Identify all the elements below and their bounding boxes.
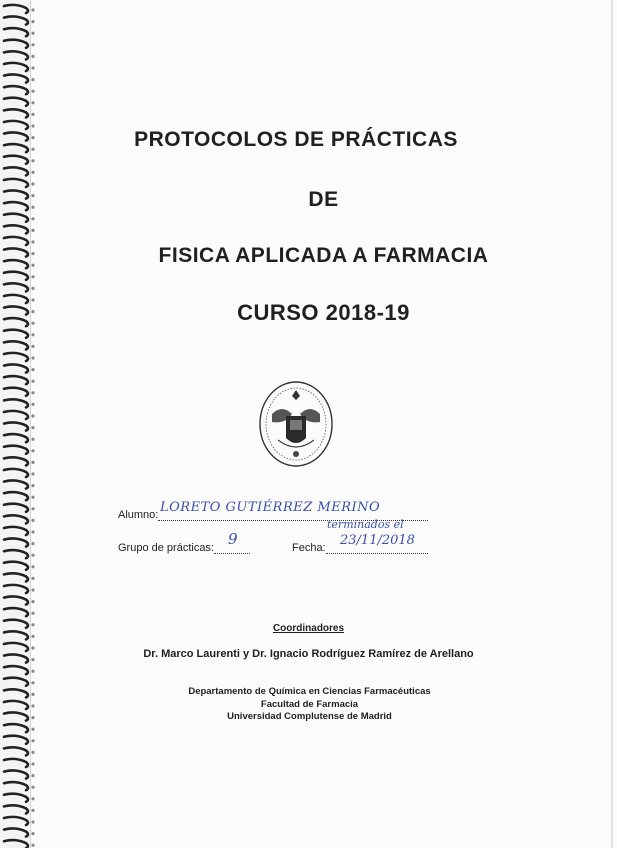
coordinators-names: Dr. Marco Laurenti y Dr. Ignacio Rodríguez Ramírez de Arellano [143,648,474,660]
binding-hole [31,751,34,754]
binding-hole [31,577,34,580]
binding-hole [31,612,34,615]
binding-hole [31,797,34,800]
binding-hole [31,484,34,487]
binding-hole [31,820,34,823]
binding-hole [31,519,34,522]
group-label: Grupo de prácticas: [118,542,214,554]
binding-hole [31,414,34,417]
binding-hole [31,554,34,557]
binding-hole [31,78,34,81]
binding-hole [31,345,34,348]
binding-hole [31,635,34,638]
date-line [326,553,428,554]
binding-hole [31,461,34,464]
binding-hole [31,728,34,731]
binding-hole [31,786,34,789]
binding-hole [31,171,34,174]
group-value-handwritten: 9 [228,530,238,548]
binding-hole [31,600,34,603]
course-year: CURSO 2018-19 [237,300,410,325]
title-line-2: DE [308,188,339,211]
group-line [214,553,250,554]
binding-hole [31,565,34,568]
date-note-handwritten: terminados el [327,518,404,531]
binding-hole [31,217,34,220]
binding-hole [31,380,34,383]
binding-hole [31,90,34,93]
binding-hole [31,8,34,11]
binding-hole [31,762,34,765]
student-name-handwritten: LORETO GUTIÉRREZ MERINO [160,500,381,515]
binding-hole [31,182,34,185]
binding-hole [31,101,34,104]
department-name: Departamento de Química en Ciencias Farmacéuticas [188,686,431,697]
binding-hole [31,356,34,359]
binding-hole [31,287,34,290]
binding-hole [31,844,34,847]
binding-hole [31,472,34,475]
binding-hole [31,66,34,69]
binding-hole [31,739,34,742]
binding-hole [31,832,34,835]
university-name: Universidad Complutense de Madrid [227,711,392,722]
binding-hole [31,670,34,673]
binding-hole [31,55,34,58]
date-label: Fecha: [292,542,326,554]
title-line-3: FISICA APLICADA A FARMACIA [158,244,489,267]
binding-hole [31,681,34,684]
binding-hole [31,438,34,441]
binding-hole [31,588,34,591]
coordinators-heading: Coordinadores [272,623,345,634]
binding-hole [31,32,34,35]
binding-hole [31,449,34,452]
binding-hole [31,159,34,162]
binding-hole [31,275,34,278]
student-label: Alumno: [118,509,159,521]
binding-hole [31,43,34,46]
binding-hole [31,333,34,336]
binding-hole [31,403,34,406]
binding-hole [31,113,34,116]
binding-hole [31,809,34,812]
page-edge [611,0,613,848]
binding-hole [31,229,34,232]
binding-hole [31,496,34,499]
binding-hole [31,542,34,545]
date-value-handwritten: 23/11/2018 [340,533,415,548]
faculty-name: Facultad de Farmacia [260,699,359,710]
binding-hole [31,368,34,371]
binding-hole [31,774,34,777]
binding-hole [31,391,34,394]
university-seal-icon [256,378,336,470]
title-line-1: PROTOCOLOS DE PRÁCTICAS [134,128,458,151]
binding-hole [31,530,34,533]
binding-hole [31,20,34,23]
binding-hole [31,507,34,510]
binding-hole [31,426,34,429]
